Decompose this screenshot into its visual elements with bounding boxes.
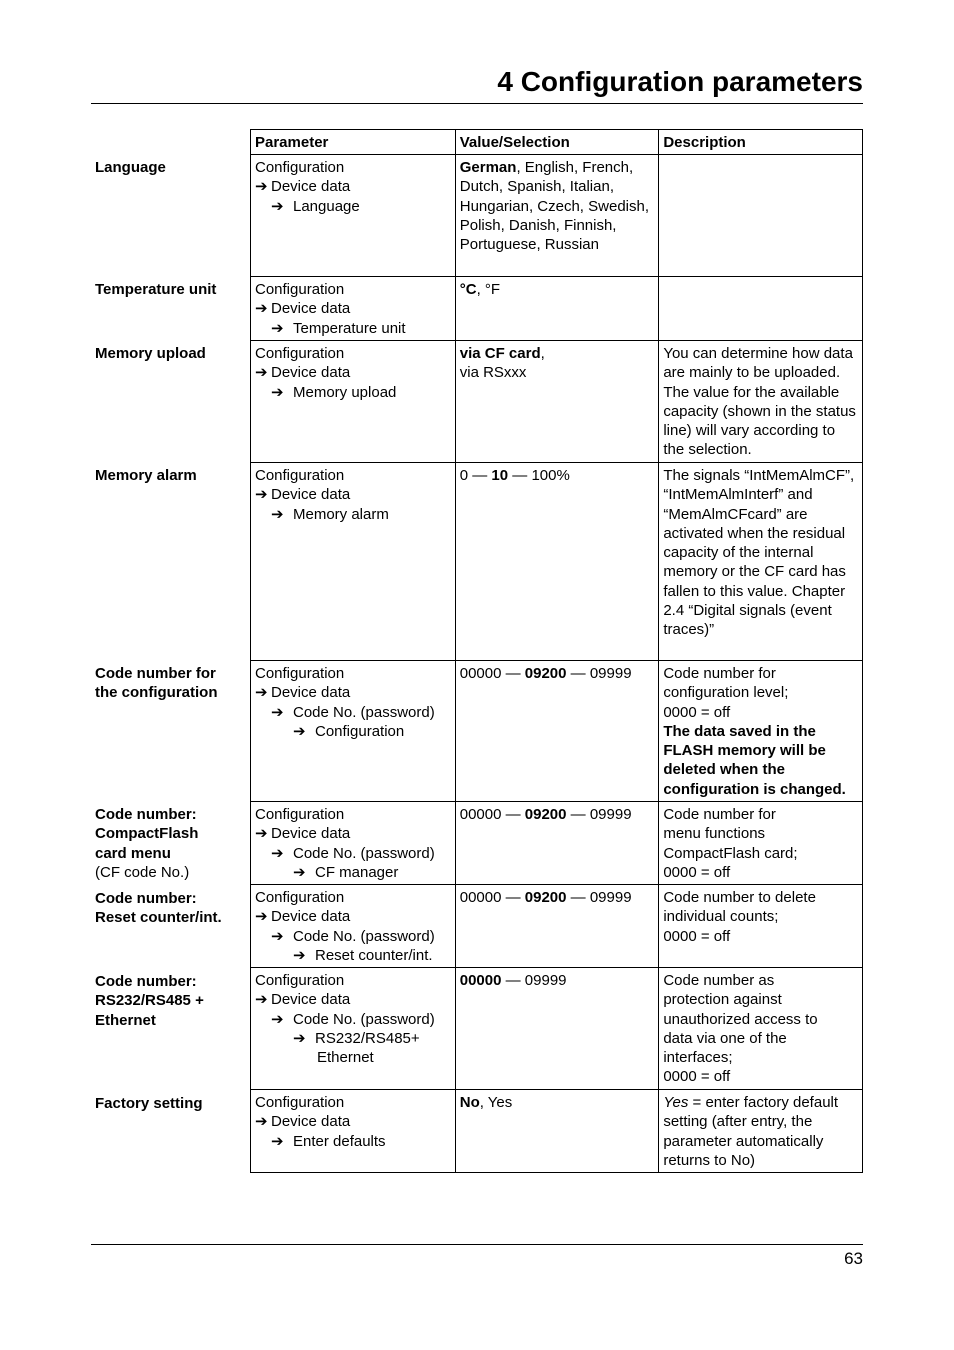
right-arrow-icon: ➔ (255, 684, 268, 702)
right-arrow-icon: ➔ (255, 1113, 268, 1131)
param-path: Configuration ➔ Device data ➔ Memory upload (251, 341, 456, 463)
row-label-code-interfaces: Code number: RS232/RS485 + Ethernet (95, 973, 204, 1029)
value-selection: 00000 — 09200 — 09999 (455, 885, 659, 968)
value-selection: German, English, French, Dutch, Spanish, Italian, Hungarian, Czech, Swedish, Polish, Danish, Finnish, Portuguese, Russian (455, 155, 659, 277)
right-arrow-icon: ➔ (255, 300, 268, 318)
column-header-parameter: Parameter (251, 130, 456, 155)
right-arrow-icon: ➔ (255, 825, 268, 843)
right-arrow-icon: ➔ (271, 703, 284, 721)
right-arrow-icon: ➔ (293, 863, 306, 881)
row-label-code-configuration: Code number for the configuration (95, 665, 218, 702)
table-row (251, 277, 863, 341)
right-arrow-icon: ➔ (271, 844, 284, 862)
right-arrow-icon: ➔ (271, 1132, 284, 1150)
table-row (251, 968, 863, 1090)
description: Code number to delete individual counts; 0000 = off (659, 885, 863, 968)
right-arrow-icon: ➔ (271, 505, 284, 523)
value-selection: 00000 — 09200 — 09999 (455, 802, 659, 885)
table-row (251, 155, 863, 277)
param-path: Configuration ➔ Device data ➔ Code No. (password) ➔ Reset counter/int. (251, 885, 456, 968)
table-row (251, 1090, 863, 1173)
value-selection: 0 — 10 — 100% (455, 463, 659, 661)
right-arrow-icon: ➔ (255, 908, 268, 926)
footer-rule (91, 1244, 863, 1245)
param-path: Configuration ➔ Device data ➔ Temperature unit (251, 277, 456, 341)
description: You can determine how data are mainly to be uploaded. The value for the available capacity (shown in the status line) will vary according to the selection. (659, 341, 863, 463)
right-arrow-icon: ➔ (255, 364, 268, 382)
row-label-code-reset: Code number: Reset counter/int. (95, 890, 222, 927)
row-label-temperature-unit: Temperature unit (95, 281, 217, 298)
description (659, 155, 863, 277)
param-path: Configuration ➔ Device data ➔ Memory alarm (251, 463, 456, 661)
right-arrow-icon: ➔ (255, 991, 268, 1009)
parameter-content (91, 129, 863, 1173)
table-header-row (251, 130, 863, 155)
page-title: 4 Configuration parameters (497, 66, 863, 97)
row-label-code-cf: Code number: CompactFlash card menu (CF code No.) (95, 806, 199, 881)
column-header-description: Description (659, 130, 863, 155)
value-selection: No, Yes (455, 1090, 659, 1173)
description: Yes = enter factory default setting (after entry, the parameter automatically returns to No) (659, 1090, 863, 1173)
row-label-memory-upload: Memory upload (95, 345, 206, 362)
right-arrow-icon: ➔ (271, 319, 284, 337)
value-selection: 00000 — 09200 — 09999 (455, 661, 659, 802)
right-arrow-icon: ➔ (255, 178, 268, 196)
table-row (251, 802, 863, 885)
description (659, 277, 863, 341)
right-arrow-icon: ➔ (293, 1029, 306, 1047)
table-row (251, 341, 863, 463)
header-rule (91, 103, 863, 104)
value-selection: via CF card, via RSxxx (455, 341, 659, 463)
right-arrow-icon: ➔ (271, 197, 284, 215)
value-selection: 00000 — 09999 (455, 968, 659, 1090)
row-label-memory-alarm: Memory alarm (95, 467, 197, 484)
right-arrow-icon: ➔ (255, 486, 268, 504)
description: Code number as protection against unauthorized access to data via one of the interfaces; 0000 = off (659, 968, 863, 1090)
table-row (251, 661, 863, 802)
right-arrow-icon: ➔ (293, 946, 306, 964)
param-path: Configuration ➔ Device data ➔ Language (251, 155, 456, 277)
row-label-language: Language (95, 159, 166, 176)
right-arrow-icon: ➔ (271, 927, 284, 945)
param-path: Configuration ➔ Device data ➔ Code No. (password) ➔ RS232/RS485+ Ethernet (251, 968, 456, 1090)
page-number: 63 (844, 1249, 863, 1268)
description: Code number for menu functions CompactFlash card; 0000 = off (659, 802, 863, 885)
value-selection: °C, °F (455, 277, 659, 341)
column-header-value: Value/Selection (455, 130, 659, 155)
table-row (251, 885, 863, 968)
right-arrow-icon: ➔ (271, 383, 284, 401)
parameter-table (250, 129, 863, 1173)
right-arrow-icon: ➔ (271, 1010, 284, 1028)
right-arrow-icon: ➔ (293, 722, 306, 740)
param-path: Configuration ➔ Device data ➔ Code No. (password) ➔ CF manager (251, 802, 456, 885)
table-row (251, 463, 863, 661)
description: The signals “IntMemAlmCF”, “IntMemAlmInterf” and “MemAlmCFcard” are activated when the residual capacity of the internal memory or the CF card has fallen to this value. Chapter 2.4 “Digital signals (event traces)” (659, 463, 863, 661)
description: Code number for configuration level; 0000 = off The data saved in the FLASH memory will be deleted when the configuration is changed. (659, 661, 863, 802)
param-path: Configuration ➔ Device data ➔ Enter defaults (251, 1090, 456, 1173)
param-path: Configuration ➔ Device data ➔ Code No. (password) ➔ Configuration (251, 661, 456, 802)
row-label-factory-setting: Factory setting (95, 1095, 203, 1112)
